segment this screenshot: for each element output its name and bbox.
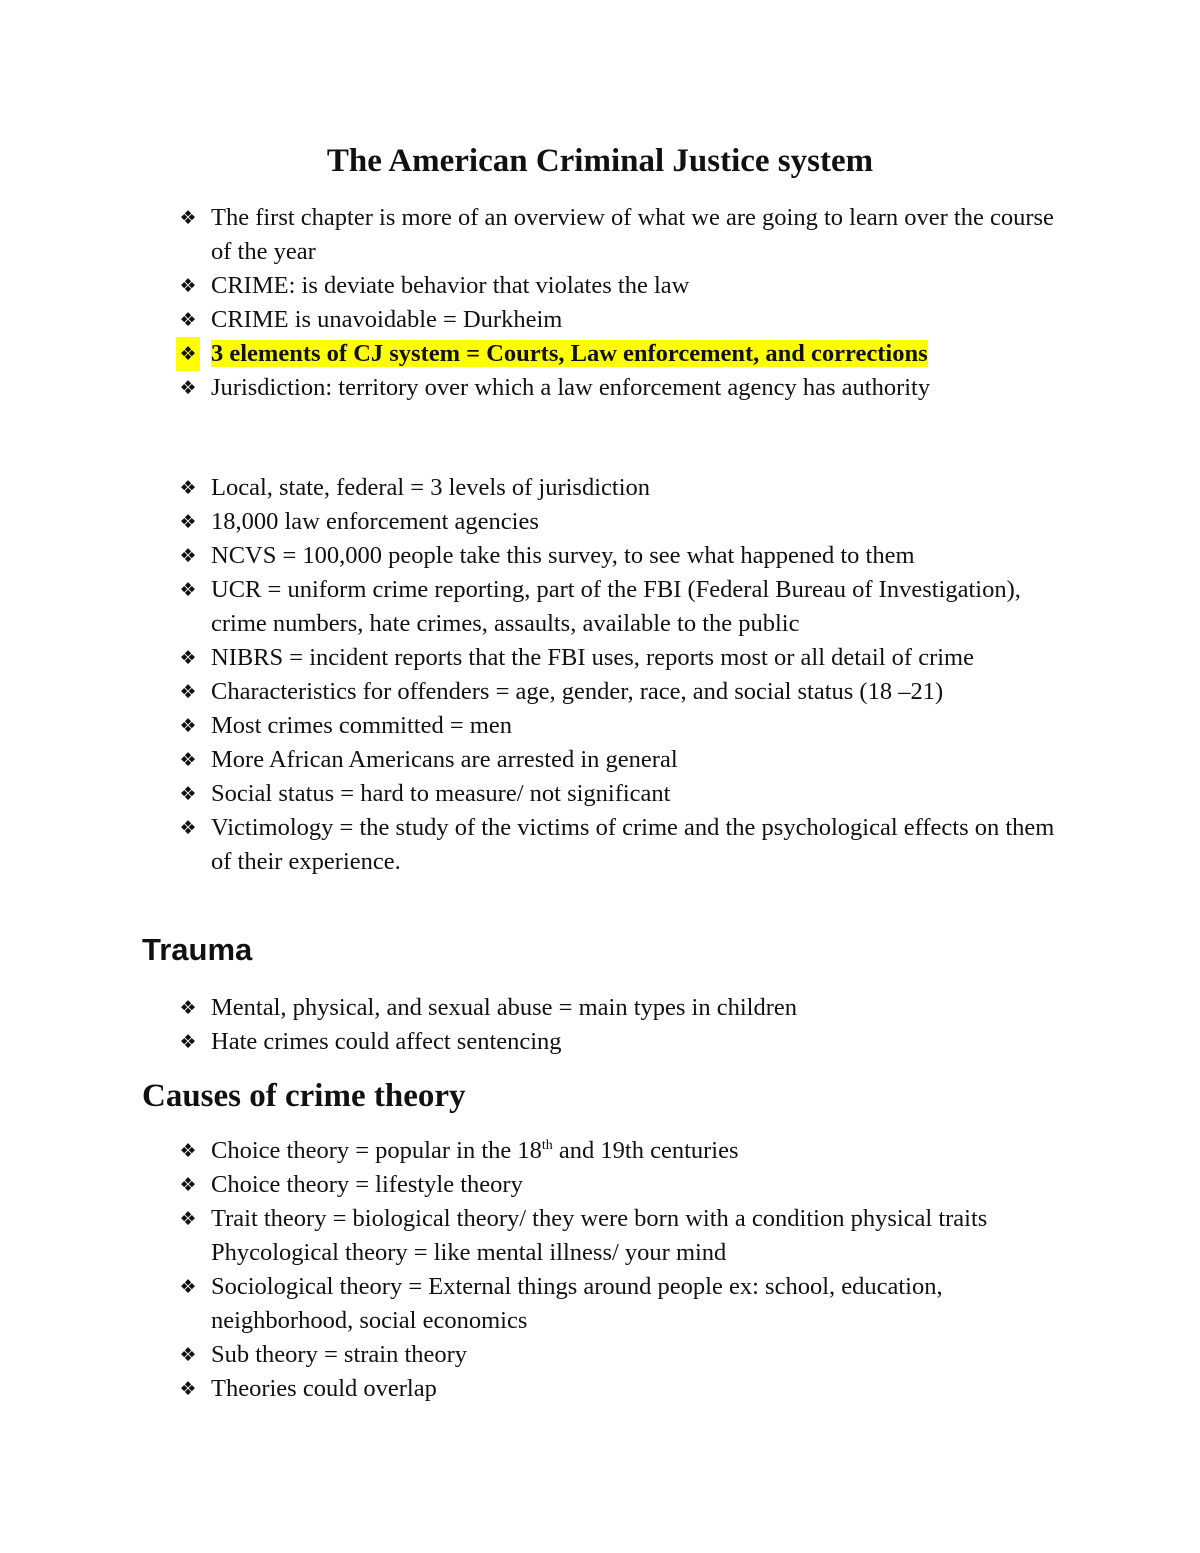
list-item: ❖ Sub theory = strain theory	[0, 1338, 1200, 1372]
list-item: ❖ Characteristics for offenders = age, gender, race, and social status (18 –21)	[0, 675, 1200, 709]
trauma-heading: Trauma	[142, 932, 253, 967]
list-item: ❖ Most crimes committed = men	[0, 709, 1200, 743]
four-diamond-bullet-icon: ❖	[179, 647, 197, 669]
four-diamond-bullet-icon: ❖	[179, 1378, 197, 1400]
four-diamond-bullet-icon: ❖	[179, 309, 197, 331]
four-diamond-bullet-icon: ❖	[179, 579, 197, 601]
list-item: ❖ Sociological theory = External things around people ex: school, education, neighborhood, social economics	[0, 1270, 1200, 1338]
four-diamond-bullet-icon: ❖	[179, 749, 197, 771]
list-item: ❖ NCVS = 100,000 people take this survey, to see what happened to them	[0, 539, 1200, 573]
overview-list	[0, 201, 1200, 405]
list-item: ❖ NIBRS = incident reports that the FBI uses, reports most or all detail of crime	[0, 641, 1200, 675]
four-diamond-bullet-icon: ❖	[179, 783, 197, 805]
list-item: ❖ 18,000 law enforcement agencies	[0, 505, 1200, 539]
four-diamond-bullet-icon: ❖	[179, 1344, 197, 1366]
trauma-list	[0, 991, 1200, 1059]
highlighted-list-item: ❖ 3 elements of CJ system = Courts, Law enforcement, and corrections	[0, 337, 1200, 371]
list-item: ❖ UCR = uniform crime reporting, part of the FBI (Federal Bureau of Investigation), crime numbers, hate crimes, assaults, available to the public	[0, 573, 1200, 641]
four-diamond-bullet-icon: ❖	[176, 337, 200, 371]
list-item: ❖ CRIME is unavoidable = Durkheim	[0, 303, 1200, 337]
four-diamond-bullet-icon: ❖	[179, 207, 197, 229]
causes-list	[0, 1134, 1200, 1406]
list-item: ❖ Choice theory = popular in the 18th and 19th centuries	[0, 1134, 1200, 1168]
four-diamond-bullet-icon: ❖	[179, 817, 197, 839]
list-item: ❖ Victimology = the study of the victims of crime and the psychological effects on them of their experience.	[0, 811, 1200, 879]
four-diamond-bullet-icon: ❖	[179, 681, 197, 703]
four-diamond-bullet-icon: ❖	[179, 1031, 197, 1053]
jurisdiction-list	[0, 471, 1200, 879]
four-diamond-bullet-icon: ❖	[179, 377, 197, 399]
four-diamond-bullet-icon: ❖	[179, 477, 197, 499]
list-item: ❖ Theories could overlap	[0, 1372, 1200, 1406]
list-item: ❖ CRIME: is deviate behavior that violates the law	[0, 269, 1200, 303]
four-diamond-bullet-icon: ❖	[179, 275, 197, 297]
page-title: The American Criminal Justice system	[326, 143, 874, 179]
four-diamond-bullet-icon: ❖	[179, 511, 197, 533]
list-item: ❖ The first chapter is more of an overview of what we are going to learn over the course of the year	[0, 201, 1200, 269]
four-diamond-bullet-icon: ❖	[179, 1276, 197, 1298]
list-item: ❖ Hate crimes could affect sentencing	[0, 1025, 1200, 1059]
list-item: ❖ Jurisdiction: territory over which a law enforcement agency has authority	[0, 371, 1200, 405]
four-diamond-bullet-icon: ❖	[179, 545, 197, 567]
list-item: ❖ Local, state, federal = 3 levels of jurisdiction	[0, 471, 1200, 505]
causes-heading: Causes of crime theory	[142, 1078, 466, 1114]
list-item: ❖ Mental, physical, and sexual abuse = main types in children	[0, 991, 1200, 1025]
list-item: ❖ Social status = hard to measure/ not significant	[0, 777, 1200, 811]
list-item: ❖ Trait theory = biological theory/ they were born with a condition physical traits Phycological theory = like mental illness/ your mind	[0, 1202, 1200, 1270]
list-item: ❖ Choice theory = lifestyle theory	[0, 1168, 1200, 1202]
four-diamond-bullet-icon: ❖	[179, 715, 197, 737]
four-diamond-bullet-icon: ❖	[179, 1140, 197, 1162]
four-diamond-bullet-icon: ❖	[179, 1208, 197, 1230]
list-item: ❖ More African Americans are arrested in general	[0, 743, 1200, 777]
four-diamond-bullet-icon: ❖	[179, 1174, 197, 1196]
superscript: th	[541, 1138, 553, 1153]
four-diamond-bullet-icon: ❖	[179, 997, 197, 1019]
